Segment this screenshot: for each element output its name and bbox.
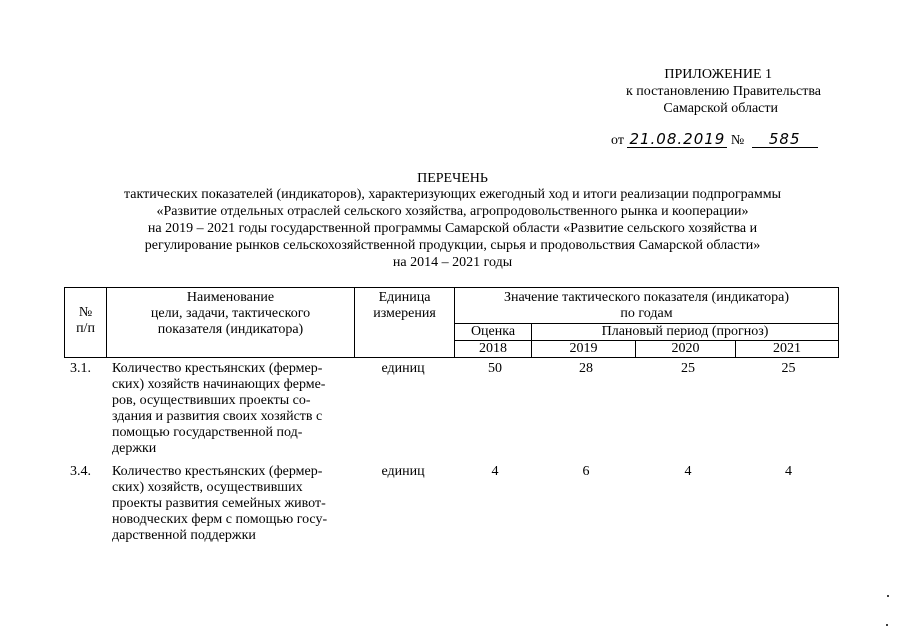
row-indicator-name: [112, 464, 348, 544]
header-name-line: цели, задачи, тактического: [150, 306, 311, 321]
header-values-group: [455, 288, 839, 324]
header-num: №: [78, 305, 93, 320]
row-value-2021: 4: [785, 464, 792, 479]
document-subtitle-line: регулирование рынков сельскохозяйственной продукции, сырья и продовольствия Самарской области»: [144, 238, 761, 253]
row-name-line: проекты развития семейных живот-: [112, 496, 326, 511]
document-subtitle-line: тактических показателей (индикаторов), характеризующих ежегодный ход и итоги реализации подпрограммы: [123, 187, 782, 202]
row-name-line: здания и развития своих хозяйств с: [112, 409, 323, 424]
row-value-2018: 4: [491, 464, 499, 479]
row-value-2021: 25: [781, 361, 796, 376]
header-unit-cell: [355, 288, 455, 358]
row-name-line: помощью государственной под-: [112, 425, 303, 440]
header-num-sub: п/п: [76, 321, 95, 336]
header-estimate: Оценка: [455, 324, 532, 341]
row-value-2020: 25: [681, 361, 695, 376]
decree-signature-row: [611, 131, 818, 149]
handwritten-date: 21.08.2019: [629, 130, 726, 148]
row-name-line: Количество крестьянских (фермер-: [112, 361, 323, 376]
row-unit: единиц: [381, 464, 425, 479]
document-subtitle-line: на 2019 – 2021 годы государственной программы Самарской области «Развитие сельского хозяйства и: [147, 221, 758, 236]
from-label: от: [611, 133, 624, 148]
appendix-decree-line: к постановлению Правительства: [625, 84, 821, 99]
appendix-region-line: Самарской области: [663, 101, 778, 116]
header-year: 2020: [636, 341, 736, 358]
row-name-line: дарственной поддержки: [112, 528, 256, 543]
number-label: №: [730, 133, 745, 148]
document-subtitle-line: на 2014 – 2021 годы: [392, 255, 513, 270]
header-name-line: Наименование: [186, 290, 275, 305]
row-name-line: новодческих ферм с помощью госу-: [112, 512, 328, 527]
row-value-2019: 6: [582, 464, 590, 479]
header-year: 2019: [532, 341, 636, 358]
header-values-line: Значение тактического показателя (индикатора): [503, 290, 790, 305]
header-year: 2018: [455, 341, 532, 358]
row-unit: единиц: [381, 361, 425, 376]
header-unit-line: Единица: [378, 290, 431, 305]
row-indicator-name: [112, 361, 348, 457]
row-name-line: ров, осуществивших проекты со-: [112, 393, 311, 408]
header-year: 2021: [736, 341, 839, 358]
scan-speck: [887, 595, 889, 597]
document-title: ПЕРЕЧЕНЬ: [417, 171, 488, 186]
row-name-line: Количество крестьянских (фермер-: [112, 464, 323, 479]
document-subtitle-line: «Развитие отдельных отраслей сельского хозяйства, агропродовольственного рынка и кооперации»: [156, 204, 749, 219]
header-values-line: по годам: [620, 306, 673, 321]
header-name-cell: [107, 288, 355, 358]
row-number: 3.4.: [70, 464, 91, 479]
row-number: 3.1.: [70, 361, 91, 376]
row-value-2018: 50: [488, 361, 502, 376]
scan-speck: [886, 624, 888, 626]
header-planned-period: Плановый период (прогноз): [532, 324, 839, 341]
indicators-table-header: [64, 287, 839, 358]
row-name-line: ских) хозяйств, осуществивших: [112, 480, 303, 495]
row-name-line: ских) хозяйств начинающих ферме-: [112, 377, 326, 392]
row-value-2020: 4: [684, 464, 692, 479]
header-num-cell: [65, 288, 107, 358]
header-unit-line: измерения: [373, 306, 436, 321]
header-name-line: показателя (индикатора): [157, 322, 304, 337]
row-value-2019: 28: [579, 361, 593, 376]
appendix-title: ПРИЛОЖЕНИЕ 1: [664, 67, 772, 82]
row-name-line: держки: [112, 441, 157, 456]
handwritten-number: 585: [752, 131, 818, 148]
